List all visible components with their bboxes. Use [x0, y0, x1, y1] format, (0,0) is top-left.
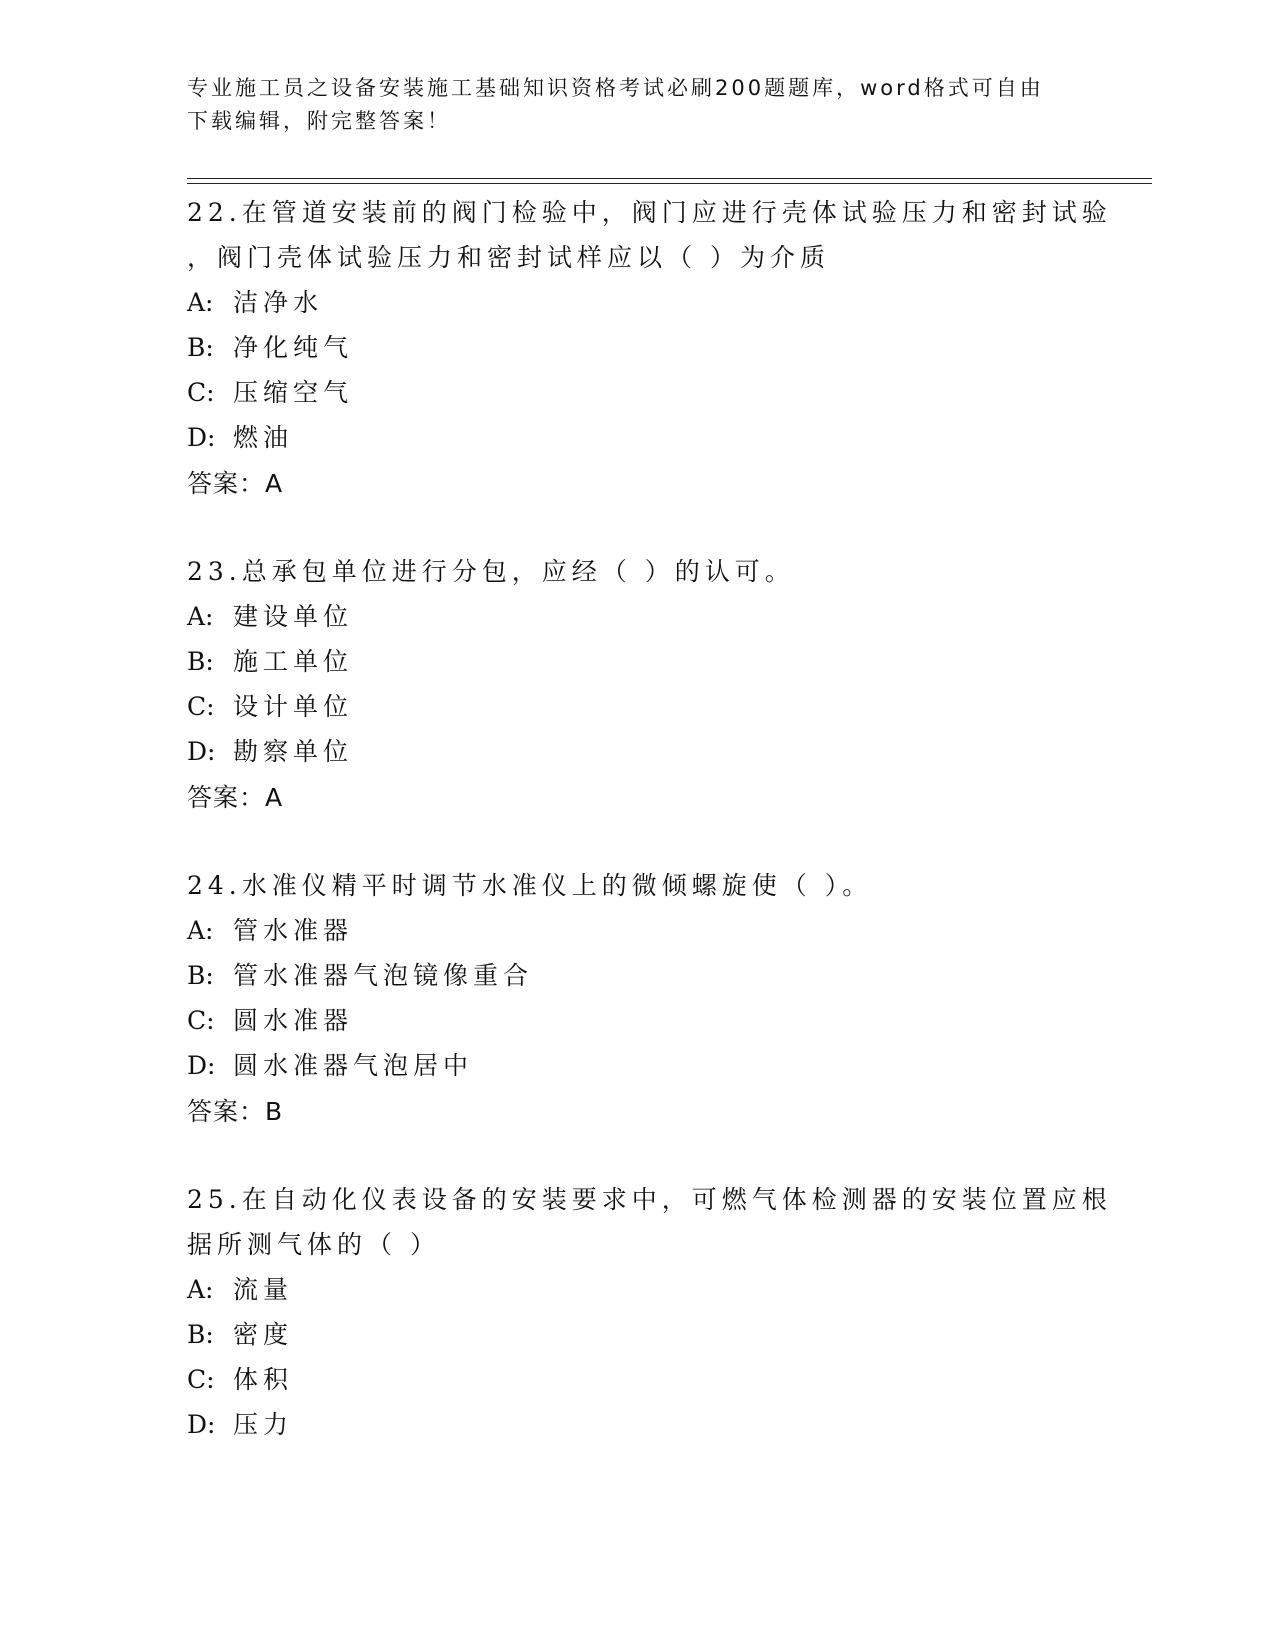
option-key: D: [187, 737, 216, 766]
option-a [187, 908, 1147, 953]
option-text: 圆水准器气泡居中 [233, 1051, 474, 1080]
option-key: A: [187, 288, 214, 317]
answer: 答案：B [187, 1097, 284, 1126]
option-key: B: [187, 333, 214, 362]
option-b [187, 325, 1147, 370]
option-text: 勘察单位 [233, 737, 354, 766]
option-text: 净化纯气 [233, 333, 354, 362]
option-key: A: [187, 1275, 214, 1304]
header-line-2: 下载编辑，附完整答案！ [187, 109, 451, 133]
header-divider-bottom [187, 183, 1152, 184]
question-25 [187, 1177, 1147, 1447]
option-text: 压缩空气 [233, 378, 354, 407]
option-key: C: [187, 692, 215, 721]
option-d [187, 729, 1147, 774]
option-b [187, 1312, 1147, 1357]
option-text: 管水准器 [233, 916, 354, 945]
option-key: B: [187, 1320, 214, 1349]
option-text: 燃油 [233, 423, 294, 452]
header-line-1: 专业施工员之设备安装施工基础知识资格考试必刷200题题库，word格式可自由 [187, 76, 1044, 100]
answer: 答案：A [187, 783, 284, 812]
option-c [187, 370, 1147, 415]
question-stem: 24.水准仪精平时调节水准仪上的微倾螺旋使（ ）。 [187, 871, 873, 900]
option-key: D: [187, 1410, 216, 1439]
option-d [187, 1402, 1147, 1447]
option-text: 流量 [233, 1275, 294, 1304]
option-c [187, 998, 1147, 1043]
option-key: C: [187, 1006, 215, 1035]
option-key: C: [187, 378, 215, 407]
option-key: D: [187, 423, 216, 452]
option-d [187, 415, 1147, 460]
document-header [187, 72, 1067, 138]
option-b [187, 953, 1147, 998]
option-c [187, 1357, 1147, 1402]
option-text: 压力 [233, 1410, 294, 1439]
option-key: B: [187, 961, 214, 990]
question-stem-continued: 据所测气体的（ ） [187, 1230, 440, 1259]
question-stem: 25.在自动化仪表设备的安装要求中，可燃气体检测器的安装位置应根 [187, 1185, 1112, 1214]
option-b [187, 639, 1147, 684]
answer: 答案：A [187, 469, 284, 498]
option-key: D: [187, 1051, 216, 1080]
option-text: 密度 [233, 1320, 294, 1349]
question-23 [187, 549, 1147, 821]
option-key: A: [187, 916, 214, 945]
option-key: C: [187, 1365, 215, 1394]
question-stem: 22.在管道安装前的阀门检验中，阀门应进行壳体试验压力和密封试验 [187, 198, 1112, 227]
option-c [187, 684, 1147, 729]
question-24 [187, 863, 1147, 1135]
option-a [187, 594, 1147, 639]
question-list [187, 190, 1147, 1489]
question-stem-continued: ，阀门壳体试验压力和密封试样应以（ ）为介质 [187, 243, 830, 272]
header-divider-top [187, 178, 1152, 179]
option-d [187, 1043, 1147, 1088]
option-key: A: [187, 602, 214, 631]
option-key: B: [187, 647, 214, 676]
option-text: 管水准器气泡镜像重合 [233, 961, 534, 990]
option-text: 施工单位 [233, 647, 354, 676]
option-a [187, 280, 1147, 325]
question-stem: 23.总承包单位进行分包，应经（ ）的认可。 [187, 557, 795, 586]
option-text: 体积 [233, 1365, 294, 1394]
option-text: 洁净水 [233, 288, 324, 317]
option-a [187, 1267, 1147, 1312]
option-text: 圆水准器 [233, 1006, 354, 1035]
option-text: 建设单位 [233, 602, 354, 631]
option-text: 设计单位 [233, 692, 354, 721]
question-22 [187, 190, 1147, 507]
